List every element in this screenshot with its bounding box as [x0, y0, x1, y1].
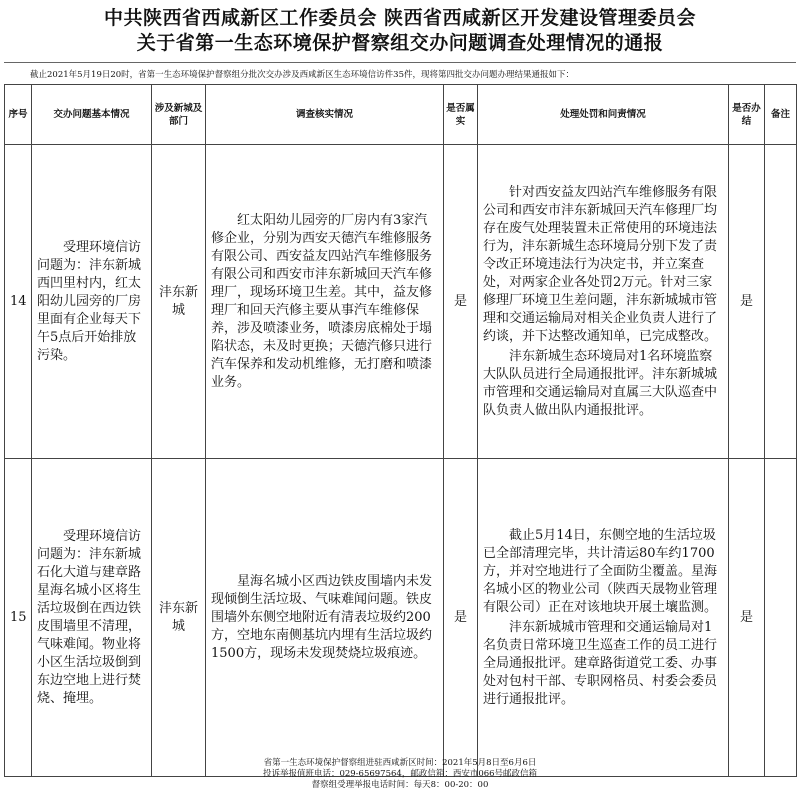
row-issue: 受理环境信访问题为：沣东新城石化大道与建章路星海名城小区将生活垃圾倒在西边铁皮围墙里不清理，气味难闻。物业将小区生活垃圾倒到东边空地上进行焚烧、掩埋。 [32, 459, 152, 777]
row-remark [765, 459, 797, 777]
handling-paragraph: 针对西安益友四站汽车维修服务有限公司和西安市沣东新城回天汽车修理厂均存在废气处理装置未正常使用的环境违法行为，沣东新城生态环境局分别下发了责令改正环境违法行为决定书，并立案查处，对两家企业各处罚2万元。针对三家修理厂环境卫生差问题，沣东新城城市管理和交通运输局对相关企业负责人进行了约谈，并下达整改通知单，已完成整改。 [483, 184, 718, 344]
row-handling [478, 145, 729, 459]
divider [4, 62, 796, 63]
col-header-handling: 处理处罚和问责情况 [478, 85, 729, 145]
report-table [4, 84, 797, 777]
row-issue: 受理环境信访问题为：沣东新城西凹里村内，红太阳幼儿园旁的厂房里面有企业每天下午5点后开始排放污染。 [32, 145, 152, 459]
row-no: 15 [5, 459, 32, 777]
title-line-2: 关于省第一生态环境保护督察组交办问题调查处理情况的通报 [136, 32, 664, 54]
handling-paragraph: 截止5月14日，东侧空地的生活垃圾已全部清理完毕，共计清运80车约1700方，并对空地进行了全面防尘覆盖。星海名城小区的物业公司（陕西天晟物业管理有限公司）正在对该地块开展土壤监测。 [483, 527, 718, 615]
col-header-investigation: 调查核实情况 [206, 85, 444, 145]
row-dept: 沣东新城 [152, 459, 206, 777]
col-header-remark: 备注 [765, 85, 797, 145]
col-header-no: 序号 [5, 85, 32, 145]
table-header-row [5, 85, 797, 145]
row-handling [478, 459, 729, 777]
handling-paragraph: 沣东新城生态环境局对1名环境监察大队队员进行全局通报批评。沣东新城城市管理和交通运输局对直属三大队巡查中队负责人做出队内通报批评。 [483, 348, 718, 418]
row-true: 是 [444, 459, 478, 777]
row-closed: 是 [729, 459, 765, 777]
row-closed: 是 [729, 145, 765, 459]
handling-paragraph: 沣东新城城市管理和交通运输局对1名负责日常环境卫生巡查工作的员工进行全局通报批评。建章路街道党工委、办事处对包村干部、专职网格员、村委会委员进行通报批评。 [483, 619, 718, 707]
intro-text: 截止2021年5月19日20时，省第一生态环境保护督察组分批次交办涉及西咸新区生态环境信访件35件，现将第四批交办问题办理结果通报如下： [30, 70, 574, 80]
row-true: 是 [444, 145, 478, 459]
footer-line-3: 督察组受理举报电话时间：每天8：00-20：00 [311, 780, 489, 790]
col-header-true: 是否属实 [444, 85, 478, 145]
table-row [5, 459, 797, 777]
row-investigation: 星海名城小区西边铁皮围墙内未发现倾倒生活垃圾、气味难闻问题。铁皮围墙外东侧空地附近有清表垃圾约200方，空地东南侧基坑内埋有生活垃圾约1500方，现场未发现焚烧垃圾痕迹。 [206, 459, 444, 777]
col-header-issue: 交办问题基本情况 [32, 85, 152, 145]
footer [0, 758, 800, 791]
row-no: 14 [5, 145, 32, 459]
footer-line-1: 省第一生态环境保护督察组进驻西咸新区时间：2021年5月8日至6月6日 [263, 758, 537, 768]
document-title [0, 6, 800, 56]
col-header-dept: 涉及新城及部门 [152, 85, 206, 145]
table-row [5, 145, 797, 459]
row-dept: 沣东新城 [152, 145, 206, 459]
row-remark [765, 145, 797, 459]
footer-line-2: 投诉举报值班电话：029-65697564，邮政信箱：西安市066号邮政信箱 [262, 769, 538, 779]
col-header-closed: 是否办结 [729, 85, 765, 145]
title-line-1: 中共陕西省西咸新区工作委员会 陕西省西咸新区开发建设管理委员会 [103, 7, 697, 29]
row-investigation: 红太阳幼儿园旁的厂房内有3家汽修企业，分别为西安天德汽车维修服务有限公司、西安益友四站汽车维修服务有限公司和西安市沣东新城回天汽车修理厂，现场环境卫生差。其中，益友修理厂和回天汽修主要从事汽车维修保养，涉及喷漆业务，喷漆房底棉处于塌陷状态，未及时更换；天德汽修只进行汽车保养和发动机维修，无打磨和喷漆业务。 [206, 145, 444, 459]
